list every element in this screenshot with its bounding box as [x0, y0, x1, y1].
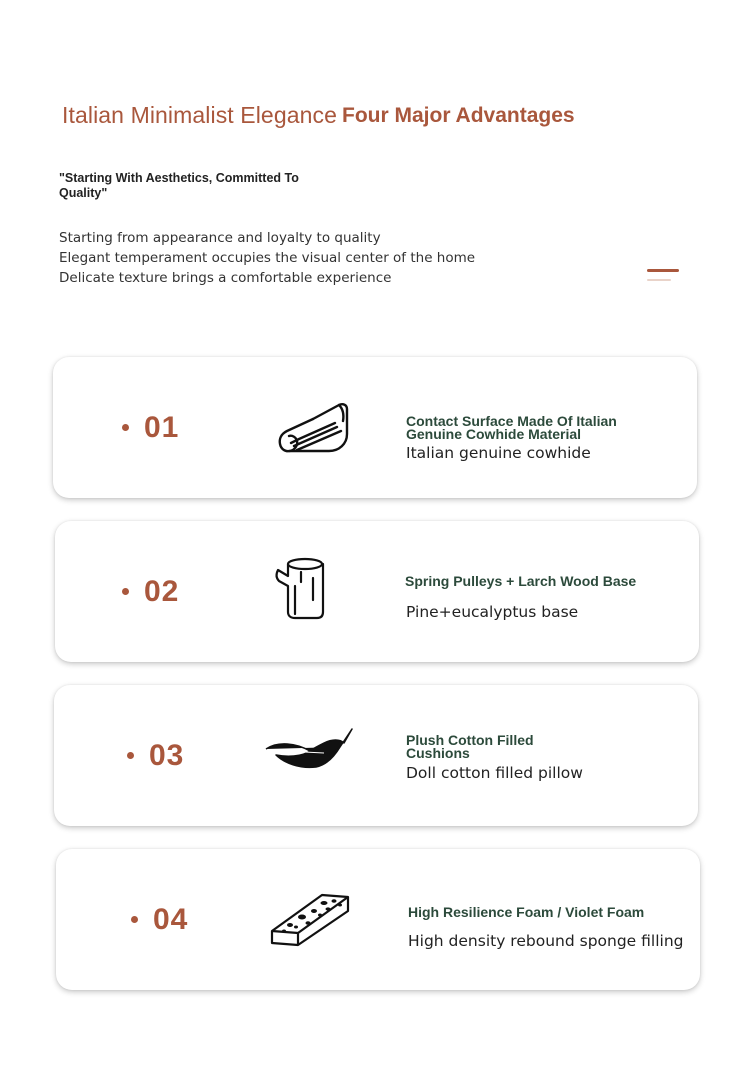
feather-icon: [264, 727, 356, 773]
advantage-heading: Contact Surface Made Of Italian Genuine Cowhide Material: [406, 413, 617, 442]
decor-line: [647, 269, 679, 272]
advantage-subtext: High density rebound sponge filling: [408, 932, 684, 950]
advantage-number: 02: [144, 575, 180, 608]
description-line-3: Delicate texture brings a comfortable experience: [59, 270, 392, 286]
sponge-icon: [268, 887, 352, 947]
title-left: Italian Minimalist Elegance: [62, 102, 337, 128]
decor-line-faint: [647, 279, 671, 281]
advantage-subtext: Pine+eucalyptus base: [406, 603, 579, 621]
advantage-number: 04: [153, 903, 189, 936]
advantage-heading: Spring Pulleys + Larch Wood Base: [405, 573, 637, 589]
advantage-card-2: [55, 521, 699, 662]
quote: "Starting With Aesthetics, Committed To Quality": [59, 171, 299, 200]
bullet-dot: [131, 916, 138, 923]
tree-stump-icon: [273, 556, 331, 620]
bullet-dot: [122, 424, 129, 431]
description-line-1: Starting from appearance and loyalty to quality: [59, 230, 381, 246]
leather-roll-icon: [277, 401, 351, 457]
bullet-dot: [122, 588, 129, 595]
advantage-heading: Plush Cotton Filled Cushions: [406, 732, 534, 761]
advantage-number: 01: [144, 411, 180, 444]
advantage-card-3: [54, 685, 698, 826]
advantage-number: 03: [149, 739, 185, 772]
advantage-card-1: [53, 357, 697, 498]
description-line-2: Elegant temperament occupies the visual center of the home: [59, 250, 476, 266]
description: [59, 228, 475, 288]
title-right: Four Major Advantages: [342, 104, 575, 127]
advantage-heading: High Resilience Foam / Violet Foam: [408, 904, 645, 920]
advantage-subtext: Doll cotton filled pillow: [406, 764, 583, 782]
bullet-dot: [127, 752, 134, 759]
advantage-card-4: [56, 849, 700, 990]
advantage-subtext: Italian genuine cowhide: [406, 444, 591, 462]
